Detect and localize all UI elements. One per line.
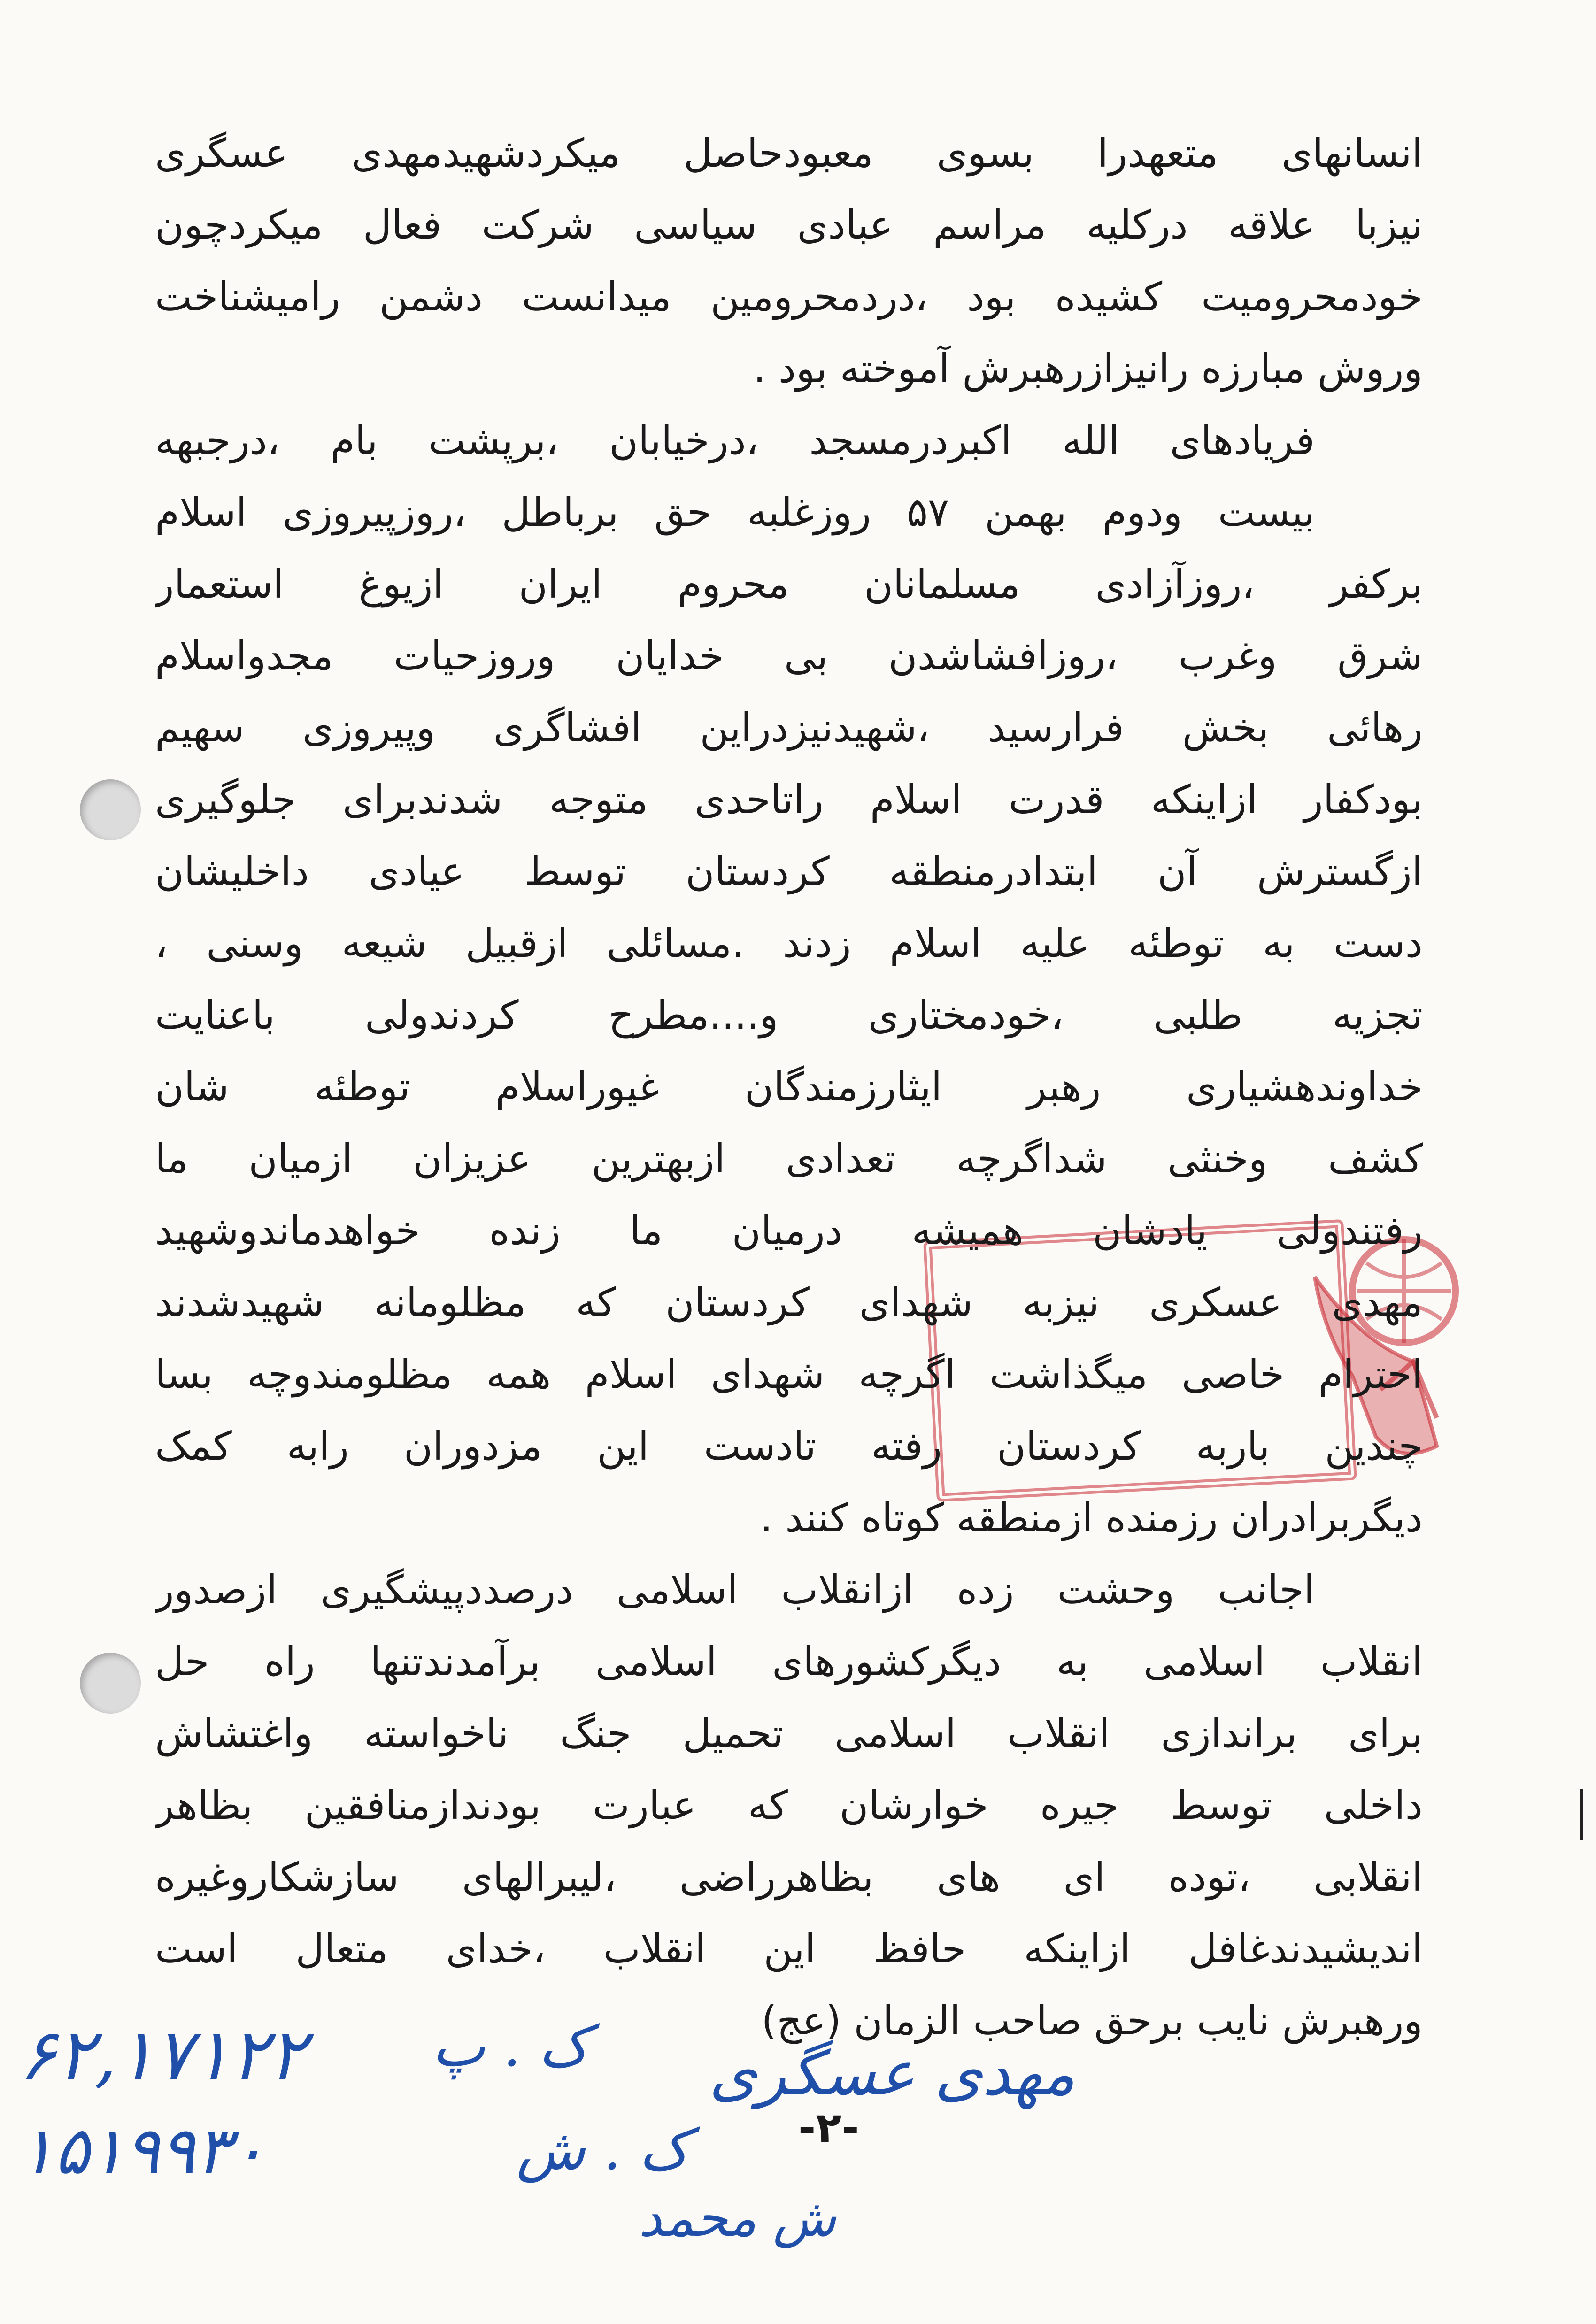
text-line: ازگسترش آن ابتدادرمنطقه کردستان توسط عیادی داخلیشان <box>155 848 1423 894</box>
text-line: خودمحرومیت کشیده بود ،دردمحرومین میدانست دشمن رامیشناخت <box>155 274 1423 320</box>
page-number: -۲- <box>798 2103 859 2153</box>
handwritten-note: ک . ش <box>517 2117 690 2183</box>
handwritten-note: ک . پ <box>432 2014 589 2079</box>
text-line: رفتندولی یادشان همیشه درمیان ما زنده خواهدماندوشهید <box>155 1208 1423 1254</box>
text-line: وروش مبارزه رانیزازرهبرش آموخته بود . <box>753 346 1423 392</box>
text-line: انسانهای متعهدرا بسوی معبودحاصل میکردشهیدمهدی عسگری <box>155 130 1423 176</box>
punch-hole-bottom <box>80 1653 141 1714</box>
handwritten-number: ۶۲,۱۷۱۲۲ <box>19 2014 306 2096</box>
text-line: برای براندازی انقلاب اسلامی تحمیل جنگ ناخواسته واغتشاش <box>155 1710 1423 1756</box>
text-line: فریادهای الله اکبردرمسجد ،درخیابان ،برپشت بام ،درجبهه <box>155 417 1315 463</box>
text-line: شرق وغرب ،روزافشاشدن بی خدایان وروزحیات مجدواسلام <box>155 633 1423 679</box>
text-line: اندیشیدندغافل ازاینکه حافظ این انقلاب ،خدای متعال است <box>155 1926 1423 1972</box>
text-line: مهدی عسکری نیزبه شهدای کردستان که مظلومانه شهیدشدند <box>155 1279 1423 1325</box>
handwritten-number: ۱۵۱۹۹۳۰ <box>19 2113 266 2189</box>
text-line: دیگربرادران رزمنده ازمنطقه کوتاه کنند . <box>760 1495 1423 1541</box>
text-line: خداوندهشیاری رهبر ایثارزمندگان غیوراسلام توطئه شان <box>155 1064 1423 1110</box>
text-line: احترام خاصی میگذاشت اگرچه شهدای اسلام همه مظلومندوچه بسا <box>155 1351 1423 1397</box>
letter-body <box>155 117 1423 2057</box>
text-line: رهائی بخش فرارسید ،شهیدنیزدراین افشاگری وپیروزی سهیم <box>155 705 1423 751</box>
text-line: چندین باربه کردستان رفته تادست این مزدوران رابه کمک <box>155 1423 1423 1469</box>
text-line: تجزیه طلبی ،خودمختاری و....مطرح کردندولی باعنایت <box>155 992 1423 1038</box>
handwritten-signature: ش محمد <box>639 2188 836 2248</box>
margin-mark <box>1580 1789 1583 1840</box>
text-line: برکفر ،روزآزادی مسلمانان محروم ایران ازیوغ استعمار <box>155 561 1423 607</box>
text-line: دست به توطئه علیه اسلام زدند .مسائلی ازقبیل شیعه وسنی ، <box>155 920 1423 966</box>
handwritten-name: مهدی عسگری <box>709 2038 1075 2109</box>
text-line: اجانب وحشت زده ازانقلاب اسلامی درصددپیشگیری ازصدور <box>155 1567 1315 1613</box>
text-line: ورهبرش نایب برحق صاحب الزمان (عج) <box>761 1998 1423 2044</box>
text-line: انقلابی ،توده ای های بظاهرراضی ،لیبرالهای سازشکاروغیره <box>155 1854 1423 1900</box>
text-line: داخلی توسط جیره خوارشان که عبارت بودندازمنافقین بظاهر <box>155 1782 1423 1828</box>
punch-hole-top <box>80 779 141 840</box>
text-line: نیزبا علاقه درکلیه مراسم عبادی سیاسی شرکت فعال میکردچون <box>155 202 1423 248</box>
text-line: کشف وخنثی شداگرچه تعدادی ازبهترین عزیزان ازمیان ما <box>155 1136 1423 1182</box>
text-line: بودکفار ازاینکه قدرت اسلام راتاحدی متوجه شدندبرای جلوگیری <box>155 777 1423 823</box>
text-line: بیست ودوم بهمن ۵۷ روزغلبه حق برباطل ،روزپیروزی اسلام <box>155 489 1315 535</box>
text-line: انقلاب اسلامی به دیگرکشورهای اسلامی برآمدندتنها راه حل <box>155 1639 1423 1685</box>
